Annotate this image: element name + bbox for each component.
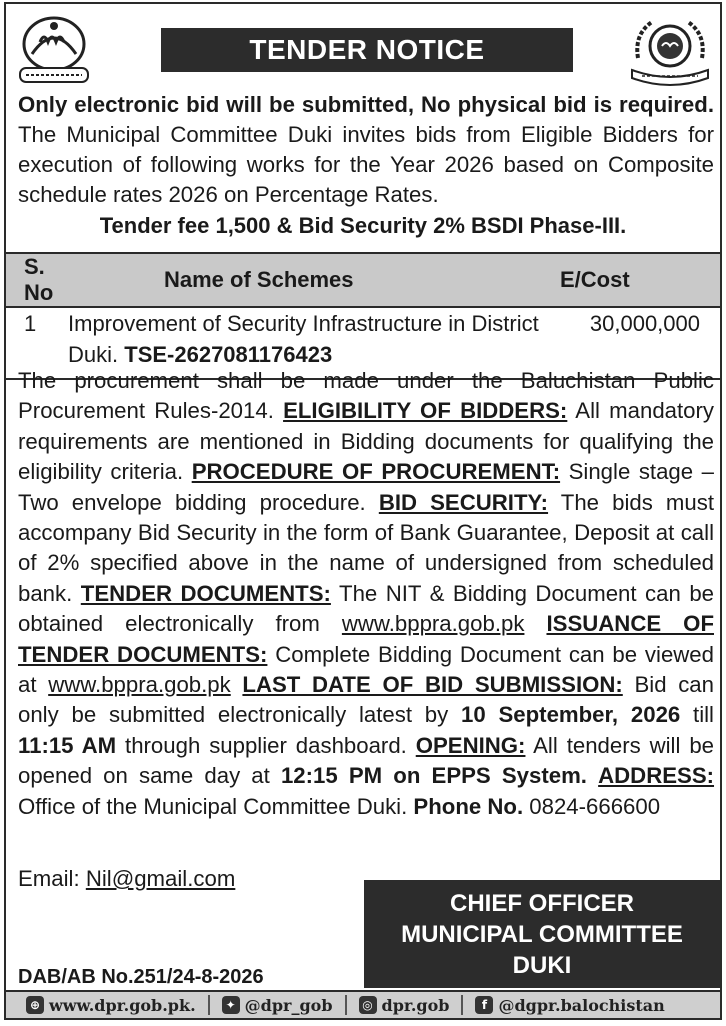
address-text: Office of the Municipal Committee Duki. [18, 793, 414, 819]
website-text: www.dpr.gob.pk. [49, 995, 196, 1015]
intro-text: The Municipal Committee Duki invites bids from Eligible Bidders for execution of following works for the Year 2026 based on Composite schedule rates 2026 on Percentage Rates. [18, 122, 714, 207]
tender-notice-page [4, 2, 722, 1020]
email-line [18, 864, 235, 894]
balochistan-emblem-logo [14, 14, 94, 93]
intro-bold-statement: Only electronic bid will be submitted, No physical bid is required. [18, 92, 714, 117]
facebook-icon: f [475, 996, 493, 1014]
footer-divider [345, 995, 347, 1015]
email-label: Email: [18, 866, 86, 891]
schemes-table [6, 252, 720, 380]
tender-terms-paragraph [18, 366, 714, 822]
twitter-icon: ✦ [222, 996, 240, 1014]
bppra-link-2[interactable]: www.bppra.gob.pk [48, 672, 231, 698]
footer-divider [208, 995, 210, 1015]
eligibility-text: All mandatory requirements are mentioned in Bidding documents for qualifying the eligibility criteria. [18, 398, 714, 485]
tender-documents-text: The NIT & Bidding Document can be obtained electronically from [18, 580, 714, 637]
procedure-text: Single stage – Two envelope bidding procedure. [18, 459, 714, 515]
till-text: till [680, 702, 714, 728]
phone-number: 0824-666600 [523, 793, 661, 819]
bid-security-heading: BID SECURITY: [378, 489, 549, 515]
tender-notice-title: TENDER NOTICE [161, 28, 573, 72]
footer-facebook[interactable] [475, 996, 664, 1015]
row-serial-number: 1 [6, 307, 68, 379]
signature-line-2: MUNICIPAL COMMITTEE [401, 920, 683, 948]
supplier-dashboard-text: through supplier dashboard. [116, 732, 407, 758]
signature-line-3: DUKI [512, 951, 572, 979]
opening-heading: OPENING: [415, 732, 526, 758]
opening-text: All tenders will be opened on same day at [18, 732, 715, 789]
tender-fee-line: Tender fee 1,500 & Bid Security 2% BSDI Phase-III. [99, 213, 627, 238]
submission-time: 11:15 AM [18, 732, 117, 758]
intro-paragraph [18, 90, 714, 210]
bppra-link-1[interactable]: www.bppra.gob.pk [341, 611, 525, 637]
header-scheme-name: Name of Schemes [68, 253, 560, 307]
scheme-tse-number: TSE-2627081176423 [124, 342, 333, 367]
footer-twitter[interactable] [222, 996, 333, 1015]
instagram-icon: ◎ [359, 996, 377, 1014]
issuance-text: Complete Bidding Document can be viewed at [18, 641, 714, 698]
last-date-heading: LAST DATE OF BID SUBMISSION: [242, 672, 623, 698]
footer-website[interactable] [26, 996, 196, 1015]
header-serial-number: S. No [6, 253, 68, 307]
signature-line-1: CHIEF OFFICER [450, 889, 634, 917]
issuance-heading: ISSUANCE OF TENDER DOCUMENTS: [18, 611, 714, 667]
tender-documents-heading: TENDER DOCUMENTS: [80, 580, 331, 606]
globe-icon: ⊕ [26, 996, 44, 1014]
footer-instagram[interactable] [359, 996, 450, 1015]
address-heading: ADDRESS: [598, 763, 715, 789]
bid-security-text: The bids must accompany Bid Security in the form of Bank Guarantee, Deposit at call of 2% specified above in the name of undersigned from scheduled bank. [18, 489, 714, 606]
table-header-row [6, 253, 720, 307]
twitter-text: @dpr_gob [244, 995, 333, 1015]
scheme-name-text: Improvement of Security Infrastructure in District Duki. [68, 311, 539, 367]
footer-bar [6, 990, 720, 1018]
email-link[interactable]: Nil@gmail.com [85, 866, 236, 891]
submission-date: 10 September, 2026 [461, 702, 681, 728]
instagram-text: dpr.gob [381, 995, 450, 1015]
row-estimated-cost: 30,000,000 [560, 307, 720, 379]
signature-block [364, 880, 720, 988]
header-estimated-cost: E/Cost [560, 253, 720, 307]
phone-label: Phone No. [413, 793, 524, 819]
facebook-text: @dgpr.balochistan [498, 995, 665, 1015]
dpr-emblem-logo [628, 14, 712, 93]
procedure-heading: PROCEDURE OF PROCUREMENT: [191, 459, 561, 485]
last-date-text: Bid can only be submitted electronically latest by [18, 672, 714, 728]
reference-number: DAB/AB No.251/24-8-2026 [18, 966, 264, 988]
eligibility-heading: ELIGIBILITY OF BIDDERS: [283, 398, 568, 424]
procurement-rules-text: The procurement shall be made under the Baluchistan Public Procurement Rules-2014. [18, 368, 714, 424]
opening-time: 12:15 PM on EPPS System. [280, 763, 587, 789]
footer-divider [461, 995, 463, 1015]
